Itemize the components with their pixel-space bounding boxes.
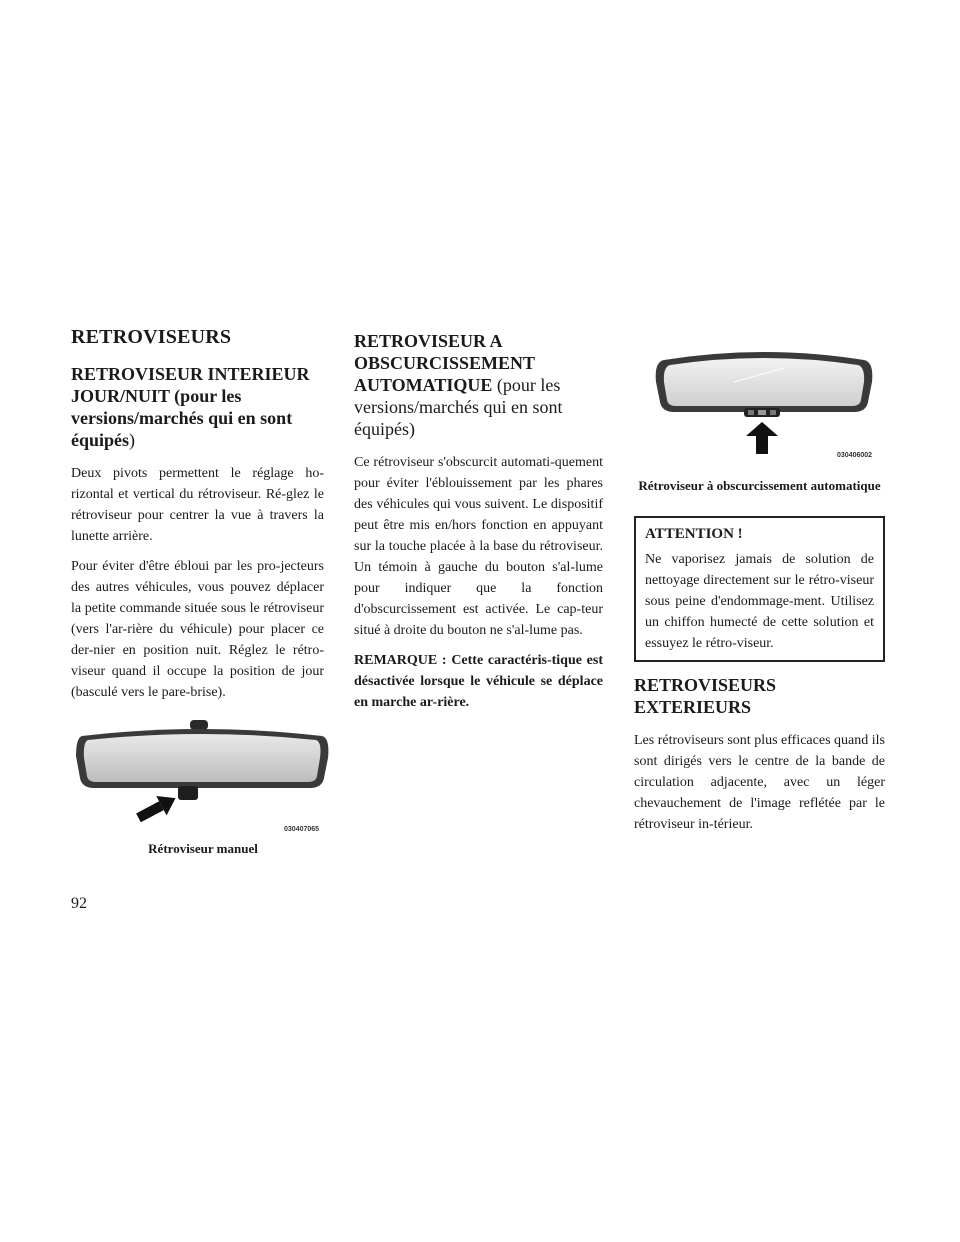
subsection-title-text: RETROVISEUR INTERIEUR JOUR/NUIT (pour les versions/marchés qui en sont équipés: [71, 364, 310, 450]
column-left: [71, 322, 324, 712]
subsection-title-exterior-mirrors: RETROVISEURS EXTERIEURS: [634, 675, 777, 717]
subsection-title-day-night-mirror: [71, 363, 324, 451]
page-number: 92: [71, 895, 87, 912]
paragraph-night-position: Pour éviter d'être ébloui par les pro-jecteurs des autres véhicules, vous pouvez déplacer la petite commande située sous le rétroviseur (vers l'ar-rière du véhicule) pour placer ce der-nier en position nuit. Réglez le rétro-viseur quand il occupe la position de jour (basculé vers le pare-brise).: [71, 559, 324, 700]
column-middle: [354, 322, 603, 722]
subsection-title-text: RETROVISEUR A OBSCURCISSEMENT AUTOMATIQUE: [354, 331, 535, 395]
subsection-title-paren: ): [129, 430, 136, 450]
subsection-title-paren-open: (pour les versions/marchés qui en sont équipés: [354, 375, 563, 439]
column-right: [634, 322, 885, 844]
auto-dim-mirror-illustration: [634, 322, 885, 462]
subsection-title-auto-dim-mirror: [354, 330, 603, 440]
note-reverse-gear: REMARQUE : Cette caractéris-tique est désactivée lorsque le véhicule se déplace en marche ar-rière.: [354, 653, 603, 710]
section-title: RETROVISEURS: [71, 326, 232, 348]
subsection-title-paren-close: ): [408, 419, 415, 439]
figure-auto-dim-mirror: [634, 322, 885, 510]
figure-caption: Rétroviseur manuel: [148, 841, 258, 856]
figure-code: 030407065: [284, 826, 320, 833]
manual-mirror-illustration: [72, 718, 334, 836]
paragraph-pivots: Deux pivots permettent le réglage ho-rizontal et vertical du rétroviseur. Ré-glez le rétroviseur pour centrer la vue à travers la lunette arrière.: [71, 466, 324, 544]
figure-manual-mirror: [72, 718, 334, 858]
warning-box: [634, 516, 885, 662]
warning-title: ATTENTION !: [645, 526, 743, 542]
warning-text: Ne vaporisez jamais de solution de nettoyage directement sur le rétro-viseur sous peine d'endommage-ment. Utilisez un chiffon humecté de cette solution et essuyez le rétro-viseur.: [645, 552, 874, 651]
paragraph-auto-dim: Ce rétroviseur s'obscurcit automati-quement pour éviter l'éblouissement par les phares des véhicules qui vous suivent. Le dispositif peut être mis en/hors fonction en appuyant sur la touche placée à la base du rétroviseur. Un témoin à gauche du bouton s'al-lume pour indiquer que la fonction d'obscurcissement est activée. Le cap-teur situé à droite du bouton ne s'al-lume pas.: [354, 455, 603, 638]
figure-code: 030406002: [837, 452, 873, 459]
paragraph-exterior-mirrors: Les rétroviseurs sont plus efficaces quand ils sont dirigés vers le centre de la bande de circulation adjacente, avec un léger chevauchement de l'image reflétée par le rétroviseur in-térieur.: [634, 733, 885, 832]
figure-caption: Rétroviseur à obscurcissement automatique: [638, 478, 881, 493]
